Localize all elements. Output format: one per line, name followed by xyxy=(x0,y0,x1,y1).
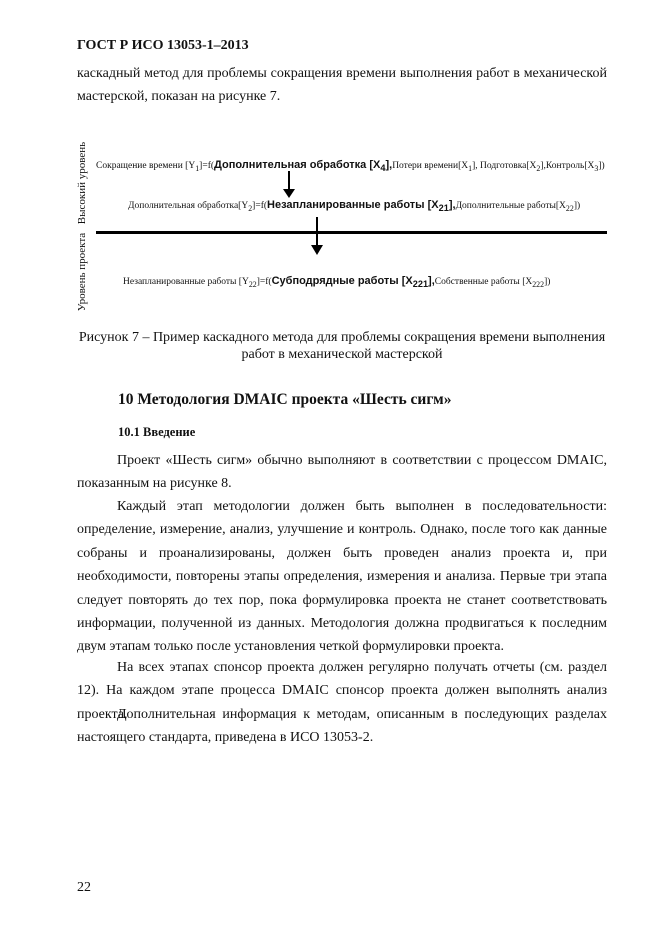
intro-line-2: мастерской, показан на рисунке 7. xyxy=(77,89,281,104)
arrow-down-icon xyxy=(282,171,296,199)
paragraph-1: Проект «Шесть сигм» обычно выполняют в соответствии с процессом DMAIC, показанным на рисунке 8. xyxy=(77,453,607,492)
cascade-row-3: Незапланированные работы $[Y_{22}]=f(Субподрядные$ работы $[X_{221}],Собственные$ работы $[X_{222}]$) xyxy=(123,275,551,290)
document-header: ГОСТ Р ИСО 13053-1–2013 xyxy=(77,38,249,53)
level-separator-line xyxy=(96,231,607,234)
paragraph-4: Дополнительная информация к методам, описанным в последующих разделах настоящего стандарта, приведена в ИСО 13053-2. xyxy=(77,707,607,746)
label-project-level: Уровень проекта xyxy=(76,232,88,312)
cascade-row-1: Сокращение времени $[Y_1]=f(Дополнительная$ обработка $[X_4],Потери$ $времени[X_1]$, $Подготовка[X_2],Контроль[X_3]$) xyxy=(96,159,605,174)
paragraph-2: Каждый этап методологии должен быть выполнен в последовательности: определение, измерение, анализ, улучшение и контроль. Однако, после того как данные собраны и проанализированы, должен быть проведен анализ проекта и, при необходимости, повторены этапы определения, измерения и анализа. Первые три этапа следует повторять до тех пор, пока формулировка проекта не станет соответствовать информации, полученной из данных. Методология должна продвигаться к последним двум этапам только после установления четкой формулировки проекта. xyxy=(77,499,607,655)
cascade-row-2: Дополнительная $обработка[Y_2]=f(Незапланированные$ работы $[X_{21}],Дополнительные$ $работы[X_{22}]$) xyxy=(128,199,581,214)
cascade-figure xyxy=(70,135,615,325)
intro-line-1: каскадный метод для проблемы сокращения времени выполнения работ в механической xyxy=(77,66,607,81)
subsection-heading: 10.1 Введение xyxy=(118,425,196,439)
section-heading: 10 Методология DMAIC проекта «Шесть сигм» xyxy=(118,391,452,408)
paragraph-3: На всех этапах спонсор проекта должен регулярно получать отчеты (см. раздел 12). На каждом этапе процесса DMAIC спонсор проекта должен выполнять анализ проекта. xyxy=(77,660,607,722)
arrow-down-icon xyxy=(310,217,324,257)
page-number: 22 xyxy=(77,880,91,895)
label-high-level: Высокий уровень xyxy=(76,141,88,225)
figure-caption: Рисунок 7 – Пример каскадного метода для проблемы сокращения времени выполнения работ в механической мастерской xyxy=(78,330,606,362)
